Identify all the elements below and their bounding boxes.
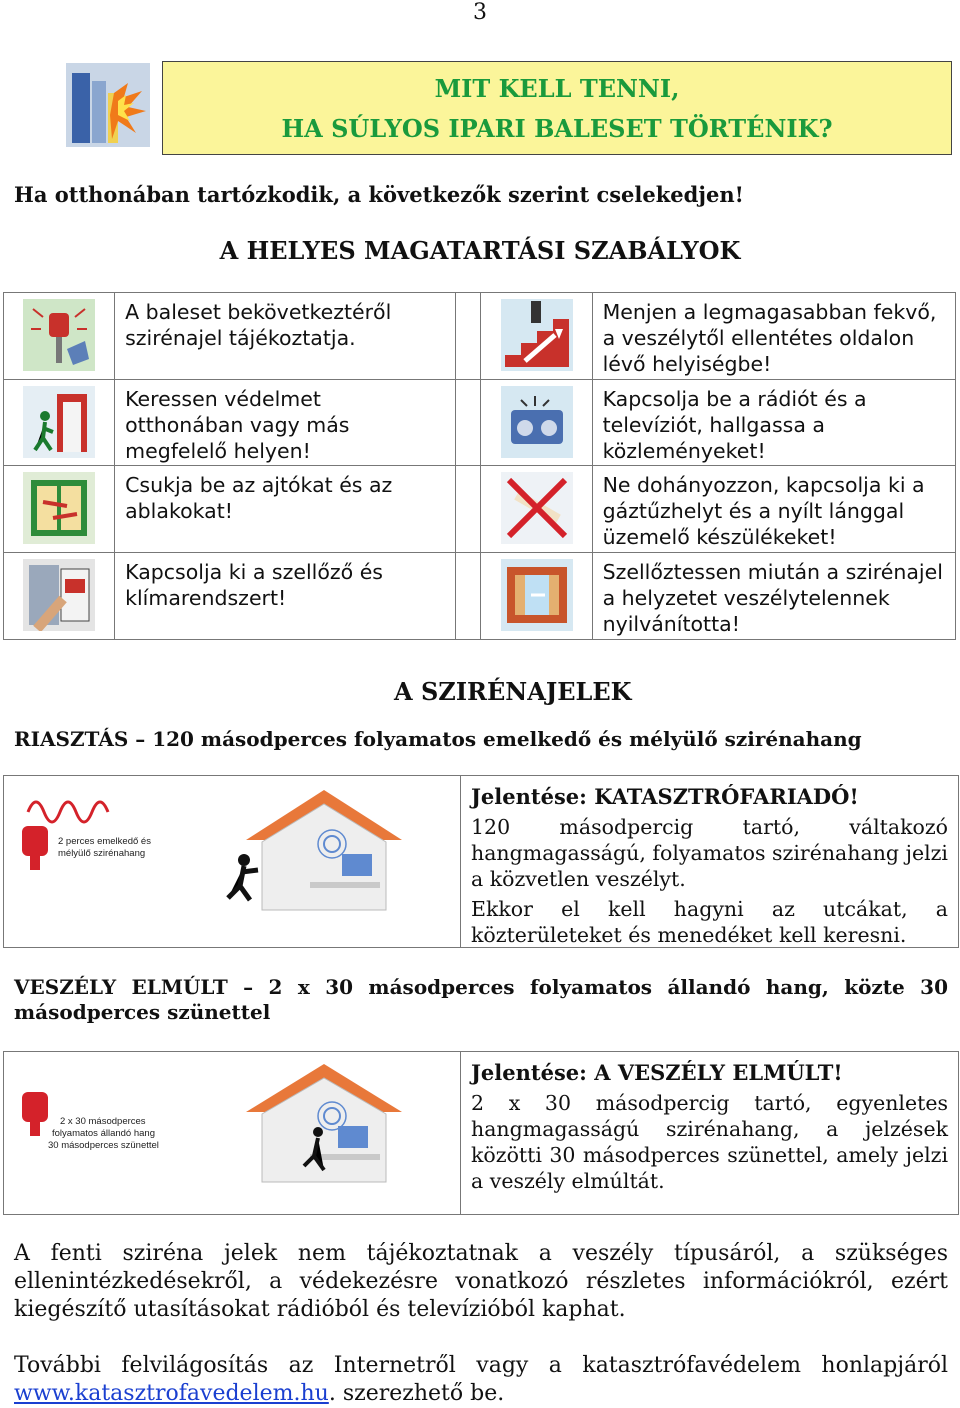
radio-icon xyxy=(501,386,573,458)
rule-cell xyxy=(592,466,955,553)
rules-spacer xyxy=(456,293,481,380)
rule-cell xyxy=(115,293,456,380)
rules-heading xyxy=(0,236,960,265)
all-clear-desc-1: 2 x 30 másodpercig tartó, egyenletes hangmagasságú szirénahang, a jelzések közötti 30 másodperces szünettel, amely jelzi a veszély elmúltát. xyxy=(471,1091,948,1193)
rules-spacer xyxy=(456,553,481,640)
page-number: 3 xyxy=(473,0,487,25)
rule-cell xyxy=(115,466,456,553)
sirens-heading: A SZIRÉNAJELEK xyxy=(394,677,632,706)
alarm-meaning: Jelentése: KATASZTRÓFARIADÓ! xyxy=(471,784,859,809)
banner-line-1: MIT KELL TENNI, xyxy=(434,74,680,103)
rule-text: Csukja be az ajtókat és az ablakokat! xyxy=(125,473,393,523)
all-clear-box xyxy=(3,1051,959,1215)
alarm-box xyxy=(3,775,959,948)
rules-heading-text: A HELYES MAGATARTÁSI SZABÁLYOK xyxy=(219,236,741,265)
website-link[interactable]: www.katasztrofavedelem.hu xyxy=(14,1381,329,1406)
ventilate-icon xyxy=(501,559,573,631)
no-smoking-icon xyxy=(501,472,573,544)
all-clear-image-label-2: folyamatos állandó hang xyxy=(52,1128,155,1139)
alarm-desc-2: Ekkor el kell hagyni az utcákat, a közterületeket és menedéket kell keresni. xyxy=(471,897,948,947)
stairs-icon xyxy=(501,299,573,371)
rule-cell xyxy=(115,553,456,640)
window-icon xyxy=(23,472,95,544)
info-text: További felvilágosítás az Internetről vagy a katasztrófavédelem honlapjáról xyxy=(14,1353,948,1378)
rules-spacer xyxy=(456,380,481,466)
rule-cell xyxy=(592,553,955,640)
rule-cell xyxy=(592,380,955,466)
shelter-icon xyxy=(23,386,95,458)
rules-spacer xyxy=(456,466,481,553)
rule-text: A baleset bekövetkeztéről szirénajel tájékoztatja. xyxy=(125,300,392,350)
rule-text: Szellőztessen miután a szirénajel a helyzetet veszélytelennek nyilvánította! xyxy=(602,560,943,636)
rule-cell xyxy=(115,380,456,466)
all-clear-divider xyxy=(460,1052,461,1214)
siren-icon xyxy=(23,299,95,371)
rule-icon-cell xyxy=(481,466,592,553)
banner-line-2: HA SÚLYOS IPARI BALESET TÖRTÉNIK? xyxy=(281,114,833,143)
switch-icon xyxy=(23,559,95,631)
alarm-image-label-2: mélyülő szirénahang xyxy=(58,848,146,859)
alarm-desc-1: 120 másodpercig tartó, váltakozó hangmagasságú, folyamatos szirénahang jelzi a közvetlen veszélyt. xyxy=(471,815,948,891)
rule-icon-cell xyxy=(4,466,115,553)
rules-table xyxy=(3,292,956,640)
rule-icon-cell xyxy=(481,380,592,466)
rule-cell xyxy=(592,293,955,380)
intro-text: Ha otthonában tartózkodik, a következők szerint cselekedjen! xyxy=(14,182,744,207)
rule-icon-cell xyxy=(481,553,592,640)
industrial-accident-icon xyxy=(66,63,150,147)
rule-text: Kapcsolja be a rádiót és a televíziót, hallgassa a közleményeket! xyxy=(602,387,867,463)
all-clear-title: VESZÉLY ELMÚLT – 2 x 30 másodperces folyamatos állandó hang, közte 30 másodperces szünettel xyxy=(14,975,948,1024)
rule-icon-cell xyxy=(4,553,115,640)
alarm-image-label-1: 2 perces emelkedő és xyxy=(58,836,151,847)
footer-paragraph: A fenti sziréna jelek nem tájékoztatnak a veszély típusáról, a szükséges ellenintézkedésekről, a védekezésre vonatkozó részletes információkról, ezért kiegészítő utasításokat rádióból és televízióból kaphat. xyxy=(14,1241,948,1322)
alarm-divider xyxy=(460,776,461,947)
alarm-title: RIASZTÁS – 120 másodperces folyamatos emelkedő és mélyülő szirénahang xyxy=(14,727,862,751)
rule-text: Menjen a legmagasabban fekvő, a veszélytől ellentétes oldalon lévő helyiségbe! xyxy=(602,300,937,376)
rule-text: Ne dohányozzon, kapcsolja ki a gáztűzhelyt és a nyílt lánggal üzemelő készülékeket! xyxy=(602,473,925,549)
info-paragraph xyxy=(14,1352,948,1408)
alarm-illustration xyxy=(14,786,454,938)
all-clear-meaning: Jelentése: A VESZÉLY ELMÚLT! xyxy=(471,1060,843,1085)
all-clear-description xyxy=(471,1060,948,1194)
info-text-after: . szerezhető be. xyxy=(328,1381,505,1406)
rule-text: Keressen védelmet otthonában vagy más megfelelő helyen! xyxy=(125,387,350,463)
rule-icon-cell xyxy=(481,293,592,380)
all-clear-image-label-3: 30 másodperces szünettel xyxy=(48,1140,159,1151)
rule-text: Kapcsolja ki a szellőző és klímarendszert! xyxy=(125,560,383,610)
rule-icon-cell xyxy=(4,380,115,466)
title-banner xyxy=(162,61,952,155)
rule-icon-cell xyxy=(4,293,115,380)
all-clear-image-label-1: 2 x 30 másodperces xyxy=(60,1116,146,1127)
alarm-description xyxy=(471,784,948,948)
